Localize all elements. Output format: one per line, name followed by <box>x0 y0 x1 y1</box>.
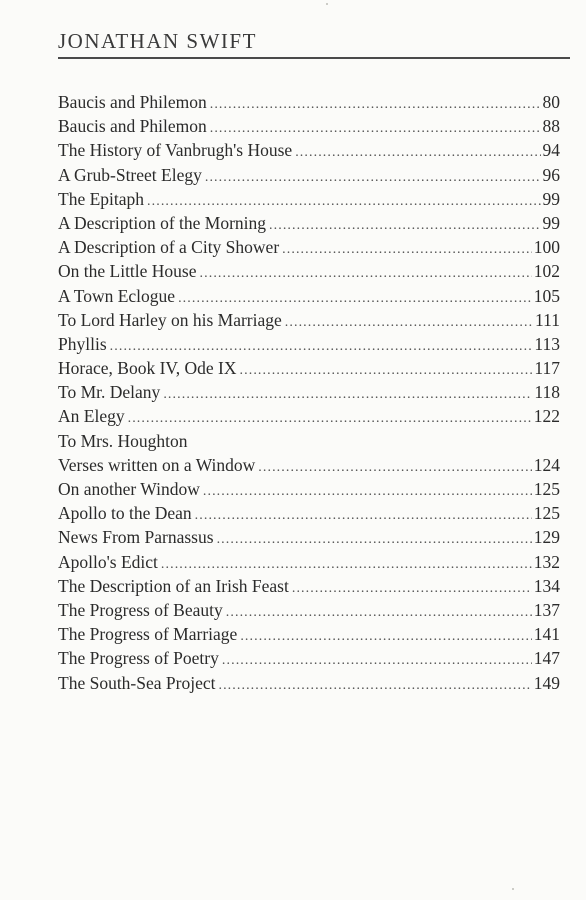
toc-entry-page: 105 <box>533 285 560 306</box>
dot-leader <box>128 407 532 431</box>
toc-entry-title: To Lord Harley on his Marriage <box>58 309 282 330</box>
dot-leader <box>240 359 533 383</box>
dot-leader <box>295 141 540 165</box>
toc-entry-page: 122 <box>533 406 560 427</box>
toc-entry-title: To Mrs. Houghton <box>58 430 188 451</box>
toc-entry-title: News From Parnassus <box>58 527 214 548</box>
dot-leader <box>285 311 533 335</box>
toc-entry <box>58 90 560 114</box>
toc-entry <box>58 235 560 259</box>
table-of-contents <box>58 90 560 695</box>
toc-entry-title: A Grub-Street Elegy <box>58 164 202 185</box>
toc-entry-title: Baucis and Philemon <box>58 92 207 112</box>
toc-entry-page: 149 <box>533 672 560 693</box>
dot-leader <box>222 649 532 673</box>
toc-entry-page: 147 <box>533 648 560 669</box>
toc-entry-page: 100 <box>533 237 560 258</box>
dot-leader <box>200 262 532 286</box>
toc-entry-page: 117 <box>534 358 560 379</box>
toc-entry-title: The Progress of Marriage <box>58 624 238 645</box>
toc-entry <box>58 380 560 404</box>
dot-leader <box>163 383 532 407</box>
toc-entry <box>58 525 560 549</box>
header-rule <box>58 57 570 59</box>
toc-entry-page: 111 <box>535 309 560 330</box>
toc-entry <box>58 187 560 211</box>
toc-entry <box>58 574 560 598</box>
dot-leader <box>203 480 532 504</box>
toc-entry-page: 125 <box>533 503 560 524</box>
dot-leader <box>292 577 532 601</box>
paper-speck <box>512 888 514 890</box>
toc-entry-page: 141 <box>533 624 560 645</box>
toc-entry-title: A Description of a City Shower <box>58 237 280 258</box>
toc-entry <box>58 284 560 308</box>
toc-entry <box>58 404 560 428</box>
toc-entry-title: The Progress of Poetry <box>58 648 219 669</box>
toc-entry-title: The South-Sea Project <box>58 672 216 693</box>
toc-entry-page: 94 <box>542 140 560 161</box>
dot-leader <box>205 166 541 190</box>
toc-entry-title: To Mr. Delany <box>58 382 161 403</box>
toc-entry-title: Phyllis <box>58 333 107 354</box>
toc-entry-title: The Progress of Beauty <box>58 599 223 620</box>
toc-entry-page: 134 <box>533 575 560 596</box>
dot-leader <box>195 504 532 528</box>
toc-entry <box>58 671 560 695</box>
dot-leader <box>282 238 532 262</box>
toc-entry-page: 102 <box>533 261 560 282</box>
dot-leader <box>240 625 531 649</box>
toc-entry <box>58 429 560 453</box>
toc-entry-page: 124 <box>533 454 560 475</box>
dot-leader <box>218 674 531 698</box>
toc-entry <box>58 501 560 525</box>
toc-entry <box>58 211 560 235</box>
toc-entry <box>58 163 560 187</box>
toc-entry-title: An Elegy <box>58 406 125 427</box>
toc-entry-title: The Epitaph <box>58 188 145 209</box>
toc-entry-page: 80 <box>542 92 560 112</box>
toc-entry <box>58 622 560 646</box>
toc-entry <box>58 550 560 574</box>
running-header <box>58 26 570 58</box>
toc-entry-page: 118 <box>534 382 560 403</box>
toc-entry-page: 137 <box>533 599 560 620</box>
toc-entry-title: The Description of an Irish Feast <box>58 575 289 596</box>
toc-entry <box>58 356 560 380</box>
toc-entry-page: 88 <box>542 116 560 137</box>
toc-entry-page: 125 <box>533 479 560 499</box>
toc-entry-title: Apollo's Edict <box>58 551 158 572</box>
toc-entry-page: 113 <box>534 333 560 354</box>
toc-entry <box>58 598 560 622</box>
toc-entry <box>58 646 560 670</box>
toc-entry <box>58 259 560 283</box>
toc-entry <box>58 114 560 138</box>
toc-entry-title: A Description of the Morning <box>58 212 267 233</box>
toc-entry <box>58 477 560 501</box>
toc-entry-title: Verses written on a Window <box>58 454 256 475</box>
dot-leader <box>226 601 532 625</box>
toc-entry-title: Baucis and Philemon <box>58 116 207 137</box>
toc-entry-title: On the Little House <box>58 261 197 282</box>
paper-speck <box>326 3 328 5</box>
running-title: JONATHAN SWIFT <box>58 29 257 53</box>
dot-leader <box>210 93 541 117</box>
toc-entry-title: Apollo to the Dean <box>58 503 192 524</box>
dot-leader <box>258 456 531 480</box>
toc-entry-title: On another Window <box>58 479 200 499</box>
dot-leader <box>269 214 540 238</box>
dot-leader <box>217 528 532 552</box>
toc-entry <box>58 308 560 332</box>
toc-entry-page: 132 <box>533 551 560 572</box>
toc-entry-title: The History of Vanbrugh's House <box>58 140 293 161</box>
toc-entry <box>58 453 560 477</box>
toc-entry-page: 96 <box>542 164 560 185</box>
toc-entry-page: 99 <box>542 212 560 233</box>
toc-entry-page: 99 <box>542 188 560 209</box>
toc-entry-page: 129 <box>533 527 560 548</box>
toc-entry-title: Horace, Book IV, Ode IX <box>58 358 237 379</box>
toc-entry-title: A Town Eclogue <box>58 285 176 306</box>
toc-entry <box>58 332 560 356</box>
toc-entry <box>58 138 560 162</box>
